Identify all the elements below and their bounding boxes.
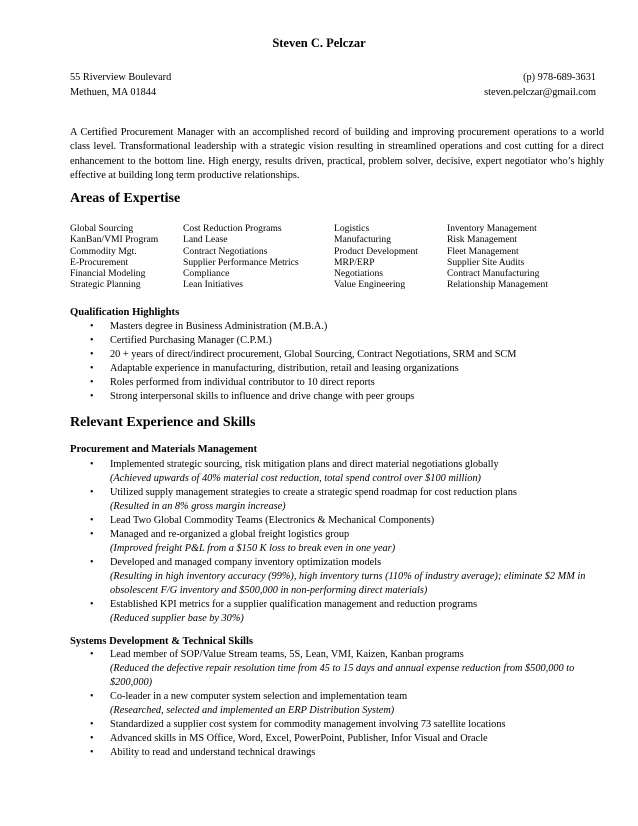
- qualifications-list: [70, 320, 610, 404]
- expertise-heading: Areas of Expertise: [70, 191, 181, 206]
- systems-heading: Systems Development & Technical Skills: [70, 636, 254, 647]
- contact-block: [70, 71, 596, 101]
- expertise-item: Lean Initiatives: [183, 279, 243, 291]
- bullet-icon: •: [90, 599, 94, 610]
- list-item-result: (Reduced supplier base by 30%): [110, 613, 244, 624]
- list-item: [70, 556, 610, 598]
- bullet-icon: •: [90, 515, 94, 526]
- list-item-text: Masters degree in Business Administration (M.B.A.): [110, 321, 328, 332]
- expertise-item: KanBan/VMI Program: [70, 234, 159, 246]
- expertise-item: Risk Management: [447, 234, 518, 246]
- procurement-list: [70, 458, 610, 626]
- bullet-icon: •: [90, 377, 94, 388]
- list-item-result: (Resulted in an 8% gross margin increase): [110, 501, 286, 512]
- experience-heading: Relevant Experience and Skills: [70, 415, 256, 430]
- list-item-text: Advanced skills in MS Office, Word, Excel, PowerPoint, Publisher, Infor Visual and Oracle: [110, 733, 488, 744]
- expertise-item: Fleet Management: [447, 245, 519, 257]
- list-item: [70, 320, 610, 334]
- expertise-item: Compliance: [183, 268, 230, 280]
- address-line-2: Methuen, MA 01844: [70, 87, 157, 98]
- professional-summary: A Certified Procurement Manager with an accomplished record of building and improving procurement operations to a world class level. Transformational leadership with a strategic vision resulting in streamlined operations and cost cutting for a direct enhancement to the bottom line. High energy, results driven, practical, problem solver, decisive, expert negotiator who’s highly effective at building long term productive relationships.: [70, 127, 604, 182]
- list-item: [70, 458, 610, 486]
- list-item-text: Developed and managed company inventory optimization models: [110, 557, 382, 568]
- expertise-item: Logistics: [334, 223, 370, 234]
- candidate-name: Steven C. Pelczar: [272, 36, 366, 50]
- expertise-item: Product Development: [334, 245, 418, 257]
- bullet-icon: •: [90, 691, 94, 702]
- list-item-text: Utilized supply management strategies to create a strategic spend roadmap for cost reduction plans: [110, 487, 517, 498]
- bullet-icon: •: [90, 529, 94, 540]
- list-item: [70, 746, 610, 760]
- list-item-text: Ability to read and understand technical drawings: [110, 747, 316, 758]
- list-item: [70, 732, 610, 746]
- address-line-1: 55 Riverview Boulevard: [70, 72, 172, 83]
- email-address: steven.pelczar@gmail.com: [484, 87, 596, 98]
- expertise-item: Negotiations: [334, 268, 384, 280]
- expertise-item: Value Engineering: [334, 279, 406, 291]
- list-item-text: Standardized a supplier cost system for commodity management involving 73 satellite locations: [110, 719, 506, 730]
- expertise-item: Relationship Management: [447, 279, 548, 291]
- list-item-result: (Researched, selected and implemented an ERP Distribution System): [110, 705, 395, 716]
- systems-list: [70, 648, 610, 760]
- bullet-icon: •: [90, 459, 94, 470]
- bullet-icon: •: [90, 747, 94, 758]
- list-item-text: Adaptable experience in manufacturing, distribution, retail and leasing organizations: [110, 363, 459, 374]
- list-item: [70, 376, 610, 390]
- list-item-text: Certified Purchasing Manager (C.P.M.): [110, 335, 272, 346]
- expertise-item: Commodity Mgt.: [70, 245, 137, 257]
- list-item-text: Co-leader in a new computer system selection and implementation team: [110, 691, 408, 702]
- list-item-text: Strong interpersonal skills to influence and drive change with peer groups: [110, 391, 415, 402]
- list-item-text: Lead Two Global Commodity Teams (Electronics & Mechanical Components): [110, 515, 435, 526]
- expertise-item: Cost Reduction Programs: [183, 223, 282, 234]
- list-item-text: Managed and re-organized a global freight logistics group: [110, 529, 350, 540]
- list-item: [70, 334, 610, 348]
- expertise-item: Strategic Planning: [70, 279, 141, 291]
- expertise-item: Contract Manufacturing: [447, 268, 540, 280]
- bullet-icon: •: [90, 335, 94, 346]
- list-item: [70, 648, 610, 690]
- expertise-item: Inventory Management: [447, 223, 537, 234]
- list-item-result: (Resulting in high inventory accuracy (99%), high inventory turns (110% of industry average); eliminate $2 MM in obsolescent F/G inventory and $500,000 in non-performing direct materials): [110, 571, 586, 596]
- phone-number: (p) 978-689-3631: [523, 72, 596, 83]
- expertise-item: Land Lease: [183, 234, 228, 246]
- list-item: [70, 362, 610, 376]
- list-item: [70, 718, 610, 732]
- expertise-grid: [70, 223, 600, 291]
- list-item: [70, 514, 610, 528]
- list-item-text: Roles performed from individual contributor to 10 direct reports: [110, 377, 375, 388]
- list-item-text: Lead member of SOP/Value Stream teams, 5S, Lean, VMI, Kaizen, Kanban programs: [110, 649, 464, 660]
- expertise-item: Supplier Performance Metrics: [183, 256, 299, 268]
- list-item-result: (Achieved upwards of 40% material cost reduction, total spend control over $100 million): [110, 473, 481, 484]
- bullet-icon: •: [90, 557, 94, 568]
- bullet-icon: •: [90, 391, 94, 402]
- list-item-text: Implemented strategic sourcing, risk mitigation plans and direct material negotiations globally: [110, 459, 499, 470]
- list-item-text: 20 + years of direct/indirect procurement, Global Sourcing, Contract Negotiations, SRM and SCM: [110, 349, 517, 360]
- expertise-item: E-Procurement: [70, 256, 129, 268]
- expertise-item: Financial Modeling: [70, 268, 146, 280]
- list-item: [70, 598, 610, 626]
- bullet-icon: •: [90, 649, 94, 660]
- list-item: [70, 528, 610, 556]
- procurement-heading: Procurement and Materials Management: [70, 444, 258, 455]
- list-item: [70, 690, 610, 718]
- list-item: [70, 390, 610, 404]
- bullet-icon: •: [90, 363, 94, 374]
- bullet-icon: •: [90, 321, 94, 332]
- expertise-item: Global Sourcing: [70, 223, 134, 234]
- list-item: [70, 348, 610, 362]
- qualifications-heading: Qualification Highlights: [70, 307, 180, 318]
- expertise-item: MRP/ERP: [334, 256, 375, 268]
- bullet-icon: •: [90, 733, 94, 744]
- bullet-icon: •: [90, 349, 94, 360]
- expertise-item: Contract Negotiations: [183, 245, 268, 257]
- list-item-text: Established KPI metrics for a supplier qualification management and reduction programs: [110, 599, 478, 610]
- bullet-icon: •: [90, 719, 94, 730]
- list-item-result: (Improved freight P&L from a $150 K loss to break even in one year): [110, 543, 396, 554]
- list-item-result: (Reduced the defective repair resolution time from 45 to 15 days and annual expense reduction from $500,000 to $200,000): [110, 663, 575, 688]
- bullet-icon: •: [90, 487, 94, 498]
- list-item: [70, 486, 610, 514]
- expertise-item: Manufacturing: [334, 234, 392, 246]
- expertise-item: Supplier Site Audits: [447, 256, 525, 268]
